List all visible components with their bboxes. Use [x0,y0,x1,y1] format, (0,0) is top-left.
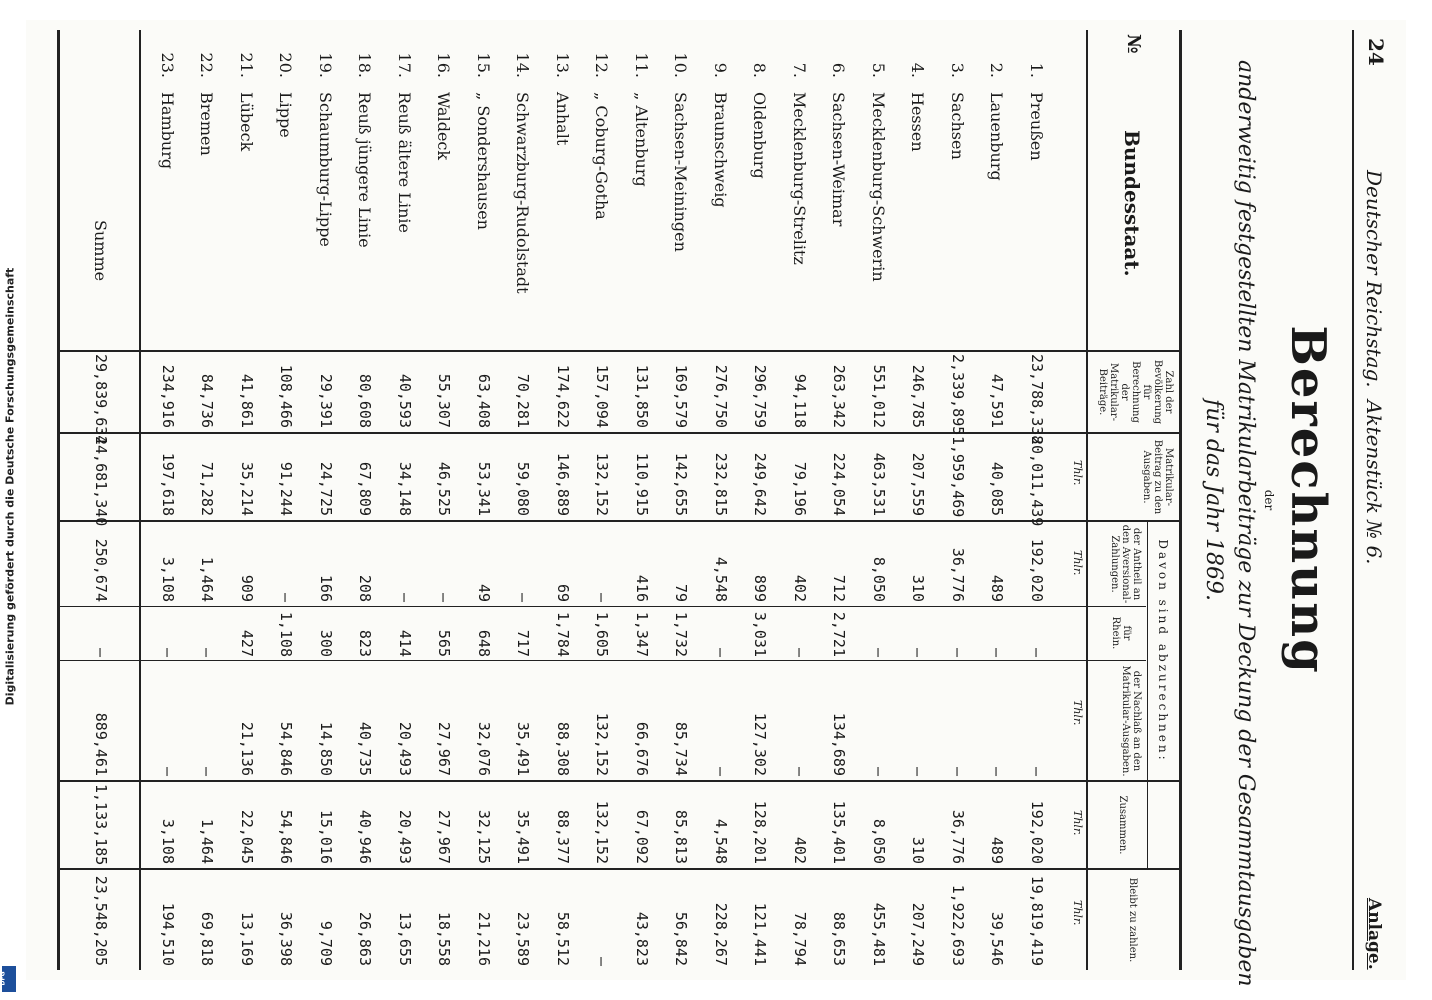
unit-label: Thlr. [1071,460,1084,486]
row-state: „ Coburg-Gotha [592,92,612,220]
row-matrikular: 142,655 [672,452,691,516]
row-population: 276,750 [712,364,730,428]
row-population: 2,339,895 [949,354,967,436]
row-state: Reuß jüngere Linie [355,92,375,248]
col-rhein-header: für Rhein. [1110,616,1132,650]
row-nachlass: 134,689 [830,712,849,776]
table-row [740,20,780,980]
row-rest: 13,169 [238,911,256,966]
row-population: 174,622 [554,364,572,428]
row-number: 10. [671,52,691,78]
row-number: 19. [316,52,335,78]
row-rhein: 1,605 [593,611,612,657]
row-aversional: 712 [830,574,849,602]
row-aversional: 4,548 [712,556,730,602]
row-matrikular: 207,559 [909,452,928,516]
row-nachlass: 85,734 [672,721,691,776]
page-number: 24 [1364,38,1388,66]
row-aversional: 1,464 [198,556,217,602]
row-matrikular: 79,196 [791,461,809,516]
row-zusammen: 8,050 [870,818,888,864]
row-rest: 58,512 [554,911,572,966]
row-population: 80,608 [356,373,375,428]
annex-label: Anlage. [1364,898,1384,970]
row-rest: 88,653 [830,911,849,966]
row-zusammen: 3,108 [159,818,177,864]
row-state: Preußen [1027,92,1046,161]
row-aversional: 310 [909,574,928,602]
row-state: Sachsen [948,92,967,160]
row-state: Anhalt [553,92,572,146]
row-state: Hessen [908,92,928,152]
row-zusammen: 4,548 [712,818,730,864]
table-row [819,20,859,980]
row-zusammen: 1,464 [198,818,217,864]
table-row [898,20,938,980]
row-nachlass: — [1028,766,1046,776]
row-number: 11. [632,52,651,78]
row-rhein: — [159,647,177,657]
dfg-logo [2,966,16,992]
row-number: 21. [237,52,256,78]
table-row [503,20,543,980]
row-population: 29,391 [317,373,335,428]
row-rest: 39,546 [988,911,1007,966]
row-number: 4. [908,62,928,78]
row-population: 63,408 [475,373,493,428]
table-row [187,20,227,980]
table-row [463,20,503,980]
row-population: 41,861 [238,373,256,428]
header-bottom-rule [1086,30,1088,970]
row-population: 296,759 [751,364,770,428]
row-state: Reuß ältere Linie [395,92,414,233]
total-rest: 23,548,205 [92,875,110,966]
title-year: für das Jahr 1869. [1201,399,1226,601]
row-number: 6. [829,62,849,78]
row-state: „ Sondershausen [474,92,493,230]
row-rhein: 2,721 [830,611,849,657]
row-rhein: — [909,647,928,657]
row-population: 23,788,338 [1028,354,1046,445]
row-state: Hamburg [158,92,177,170]
table-row [266,20,306,980]
unit-label: Thlr. [1071,700,1084,726]
row-rest: 19,819,419 [1028,875,1046,966]
row-aversional: — [435,592,454,602]
row-number: 5. [869,62,888,78]
row-nachlass: — [712,766,730,776]
row-rhein: 3,031 [751,611,770,657]
row-aversional: 208 [356,574,375,602]
row-number: 20. [276,52,296,78]
row-population: 169,579 [672,364,691,428]
row-aversional: 49 [475,583,493,602]
row-state: Braunschweig [711,92,730,208]
row-population: 246,785 [909,364,928,428]
total-zusammen: 1,133,185 [92,784,110,866]
row-zusammen: 132,152 [593,800,612,864]
row-rest: 43,823 [633,911,651,966]
title-der: der [1262,489,1276,511]
row-population: 55,307 [435,373,454,428]
col-state-header: Bundesstaat. [1120,130,1144,277]
row-matrikular: 20,011,439 [1028,436,1046,527]
row-zusammen: 20,493 [396,809,414,864]
row-nachlass: — [988,766,1007,776]
row-zusammen: 36,776 [949,809,967,864]
table-bottom-rule [57,30,60,970]
row-rest: 26,863 [356,911,375,966]
row-state: Mecklenburg-Schwerin [869,92,888,282]
row-nachlass: — [870,766,888,776]
row-aversional: 3,108 [159,556,177,602]
table-row [147,20,187,980]
row-aversional: 8,050 [870,556,888,602]
row-rhein: 1,347 [633,611,651,657]
row-aversional: 489 [988,574,1007,602]
row-matrikular: 67,809 [356,461,375,516]
row-rest: 194,510 [159,902,177,966]
row-number: 3. [948,62,967,78]
row-aversional: 899 [751,574,770,602]
row-matrikular: 224,054 [830,452,849,516]
total-nachlass: 889,461 [92,712,110,776]
row-matrikular: 24,725 [317,461,335,516]
total-population: 29,839,634 [92,354,110,445]
row-aversional: — [593,592,612,602]
row-rhein: — [712,647,730,657]
row-nachlass: 40,735 [356,721,375,776]
table-row [858,20,898,980]
row-nachlass: — [198,766,217,776]
davon-rule [1147,520,1148,868]
row-matrikular: 53,341 [475,461,493,516]
row-matrikular: 110,915 [633,452,651,516]
row-aversional: 69 [554,583,572,602]
row-rhein: — [870,647,888,657]
row-nachlass: 20,493 [396,721,414,776]
table-row [305,20,345,980]
row-number: 17. [395,52,414,78]
row-population: 47,591 [988,373,1007,428]
row-zusammen: 40,946 [356,809,375,864]
row-matrikular: 59,080 [514,461,533,516]
col-nachlass-header: der Nachlaß an den Matrikular-Ausgaben. [1120,665,1142,777]
total-row [80,20,110,980]
total-rule [139,30,141,970]
row-rhein: — [198,647,217,657]
row-population: 40,593 [396,373,414,428]
row-population: 70,281 [514,373,533,428]
digitization-sidebar [0,10,18,1000]
table-row [384,20,424,980]
row-matrikular: 35,214 [238,461,256,516]
row-population: 131,850 [633,364,651,428]
row-rhein: 717 [514,629,533,657]
row-matrikular: 463,531 [870,452,888,516]
row-aversional: 416 [633,574,651,602]
row-number: 13. [553,52,572,78]
row-population: 234,916 [159,364,177,428]
row-number: 23. [158,52,177,78]
row-nachlass: — [159,766,177,776]
row-rhein: 300 [317,629,335,657]
header-rule [1352,30,1354,970]
row-number: 9. [711,62,730,78]
row-rhein: 823 [356,629,375,657]
row-state: Waldeck [434,92,454,161]
row-zusammen: 27,967 [435,809,454,864]
row-state: Mecklenburg-Strelitz [790,92,809,265]
col-davon-header: Davon sind abzurechnen: [1156,539,1170,763]
row-rhein: 414 [396,629,414,657]
unit-label: Thlr. [1071,900,1084,926]
row-aversional: 166 [317,574,335,602]
row-matrikular: 132,152 [593,452,612,516]
total-rhein: — [92,647,110,657]
table-row [779,20,819,980]
row-rest: 228,267 [712,902,730,966]
dfg-logo-text: DFG [0,971,7,986]
row-population: 263,342 [830,364,849,428]
row-number: 1. [1027,62,1046,78]
row-rest: 121,441 [751,902,770,966]
row-rest: 455,481 [870,902,888,966]
row-number: 16. [434,52,454,78]
row-state: Lübeck [237,92,256,152]
row-aversional: — [277,592,296,602]
row-rest: 69,818 [198,911,217,966]
row-aversional: 192,020 [1028,538,1046,602]
row-rhein: — [791,647,809,657]
row-number: 22. [197,52,217,78]
row-aversional: 402 [791,574,809,602]
table-row [424,20,464,980]
row-rest: 13,655 [396,911,414,966]
table-row [542,20,582,980]
digitization-note: Digitalisierung gefördert durch die Deutsche Forschungsgemeinschaft [3,267,17,706]
row-zusammen: 135,401 [830,800,849,864]
row-rest: 78,794 [791,911,809,966]
row-aversional: 79 [672,583,691,602]
row-population: 84,736 [198,373,217,428]
row-matrikular: 1,959,469 [949,436,967,518]
row-number: 15. [474,52,493,78]
row-number: 7. [790,62,809,78]
row-zusammen: 32,125 [475,809,493,864]
table-row [582,20,622,980]
row-rest: 9,709 [317,920,335,966]
row-zusammen: 22,045 [238,809,256,864]
table-row [621,20,661,980]
row-rest: 23,589 [514,911,533,966]
table-row [661,20,701,980]
row-state: Sachsen-Weimar [829,92,849,227]
row-number: 12. [592,52,612,78]
row-zusammen: 85,813 [672,809,691,864]
row-population: 108,466 [277,364,296,428]
row-zusammen: 15,016 [317,809,335,864]
row-aversional: 909 [238,574,256,602]
row-number: 14. [513,52,533,78]
row-rest: 21,216 [475,911,493,966]
table-top-rule [1179,30,1182,970]
row-rest: 207,249 [909,902,928,966]
row-state: „ Altenburg [632,92,651,187]
row-rhein: 648 [475,629,493,657]
document-title: Berechnung [1280,325,1336,675]
row-rest: — [593,956,612,966]
row-population: 157,094 [593,364,612,428]
table-row [1016,20,1056,980]
row-nachlass: — [949,766,967,776]
row-nachlass: 127,302 [751,712,770,776]
table-row [700,20,740,980]
row-rest: 36,398 [277,911,296,966]
row-rest: 1,922,693 [949,884,967,966]
table-row [226,20,266,980]
row-rhein: 427 [238,629,256,657]
row-matrikular: 146,889 [554,452,572,516]
row-population: 551,012 [870,364,888,428]
row-rhein: 1,784 [554,611,572,657]
row-aversional: — [514,592,533,602]
table-row [977,20,1017,980]
row-state: Oldenburg [750,92,770,179]
row-rest: 56,842 [672,911,691,966]
row-nachlass: 21,136 [238,721,256,776]
row-rhein: 1,108 [277,611,296,657]
issue-number: Aktenstück № 6. [1362,400,1386,565]
col-zusammen-header: Zusammen. [1117,795,1128,855]
total-aversional: 250,674 [92,538,110,602]
row-zusammen: 35,491 [514,809,533,864]
publication-name: Deutscher Reichstag. [1362,170,1386,388]
unit-label: Thlr. [1071,550,1084,576]
row-nachlass: 66,676 [633,721,651,776]
title-subtitle: anderweitig festgestellten Matrikularbeiträge zur Deckung der Gesammtausgaben [1233,60,1258,987]
row-rhein: — [988,647,1007,657]
row-state: Schwarzburg-Rudolstadt [513,92,533,294]
row-nachlass: 27,967 [435,721,454,776]
col-population-header: Zahl der Bevölkerung für Berechnung der Matrikular-Beiträge. [1097,359,1174,425]
row-matrikular: 197,618 [159,452,177,516]
row-matrikular: 71,282 [198,461,217,516]
row-number: 8. [750,62,770,78]
row-nachlass: 132,152 [593,712,612,776]
row-state: Lauenburg [987,92,1007,181]
row-rest: 18,558 [435,911,454,966]
col-nr-header: № [1123,34,1144,54]
total-matrikular: 24,681,340 [92,436,110,527]
row-zusammen: 67,092 [633,809,651,864]
row-nachlass: — [791,766,809,776]
row-zusammen: 54,846 [277,809,296,864]
row-nachlass: 14,850 [317,721,335,776]
row-state: Bremen [197,92,217,156]
row-matrikular: 232,815 [712,452,730,516]
row-rhein: 565 [435,629,454,657]
row-zusammen: 88,377 [554,809,572,864]
row-number: 18. [355,52,375,78]
col-matrikular-header: Matrikular-Beitrag zu den Ausgaben. [1141,439,1174,515]
row-zusammen: 128,201 [751,800,770,864]
total-label: Summe [91,220,110,282]
row-zusammen: 402 [791,836,809,864]
row-zusammen: 192,020 [1028,800,1046,864]
row-state: Schaumburg-Lippe [316,92,335,247]
row-aversional: — [396,592,414,602]
row-matrikular: 34,148 [396,461,414,516]
row-nachlass: 54,846 [277,721,296,776]
row-nachlass: — [909,766,928,776]
row-state: Lippe [276,92,296,138]
row-rhein: — [1028,647,1046,657]
row-nachlass: 88,308 [554,721,572,776]
row-nachlass: 32,076 [475,721,493,776]
row-nachlass: 35,491 [514,721,533,776]
unit-label: Thlr. [1071,810,1084,836]
row-state: Sachsen-Meiningen [671,92,691,252]
row-matrikular: 46,525 [435,461,454,516]
col-rest-header: Bleibt zu zahlen. [1127,877,1138,963]
row-aversional: 36,776 [949,547,967,602]
rotated-document [26,20,1406,987]
row-rhein: — [949,647,967,657]
table-row [937,20,977,980]
row-matrikular: 91,244 [277,461,296,516]
row-zusammen: 310 [909,836,928,864]
table-row [345,20,385,980]
row-rhein: 1,732 [672,611,691,657]
row-matrikular: 40,085 [988,461,1007,516]
row-population: 94,118 [791,373,809,428]
row-number: 2. [987,62,1007,78]
row-matrikular: 249,642 [751,452,770,516]
col-aversional-header: der Antheil an den Aversional-Zahlungen. [1109,524,1142,604]
row-zusammen: 489 [988,836,1007,864]
